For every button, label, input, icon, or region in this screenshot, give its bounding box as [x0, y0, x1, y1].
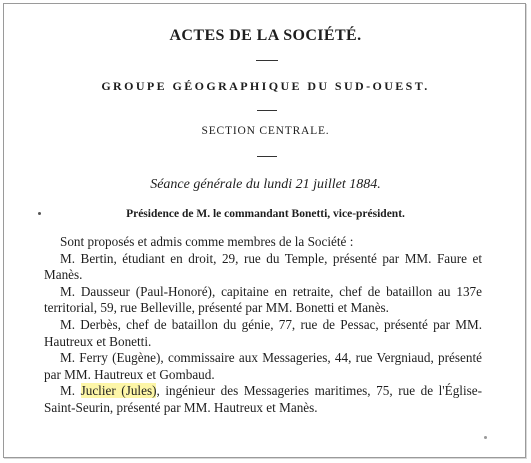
member-prefix: M. — [60, 383, 81, 399]
member-rest: , ingénieur des Messageries maritimes, 75, rue de l'Église-Saint-Seurin, présenté par MM. Hautreux et Manès. — [44, 383, 483, 415]
group-heading: GROUPE GÉOGRAPHIQUE DU SUD-OUEST. — [101, 79, 430, 93]
search-highlight: Juclier (Jules) — [80, 383, 157, 399]
seance-heading: Séance générale du lundi 21 juillet 1884. — [150, 177, 381, 192]
member-paragraph: M. Bertin, étudiant en droit, 29, rue du Temple, présenté par MM. Faure et Manès. — [44, 250, 482, 283]
member-paragraph: M. Ferry (Eugène), commissaire aux Messageries, 44, rue Vergniaud, présenté par MM. Hautreux et Gombaud. — [44, 350, 482, 382]
document-title: ACTES DE LA SOCIÉTÉ. — [169, 27, 362, 44]
member-paragraph-highlighted — [44, 383, 482, 416]
section-heading: SECTION CENTRALE. — [201, 125, 330, 137]
divider-rule — [256, 60, 278, 61]
member-paragraph: M. Derbès, chef de bataillon du génie, 77, rue de Pessac, présenté par MM. Hautreux et Bonetti. — [44, 316, 482, 349]
divider-rule — [257, 156, 277, 157]
presidence-line: Présidence de M. le commandant Bonetti, vice-président. — [126, 208, 405, 220]
member-paragraph: M. Dausseur (Paul-Honoré), capitaine en retraite, chef de bataillon au 137e territorial, 59, rue Belleville, présenté par MM. Bonetti et Manès. — [44, 283, 482, 316]
intro-paragraph: Sont proposés et admis comme membres de la Société : — [60, 234, 354, 249]
divider-rule — [257, 110, 277, 111]
speck-mark — [484, 436, 487, 439]
body-text — [44, 234, 482, 417]
